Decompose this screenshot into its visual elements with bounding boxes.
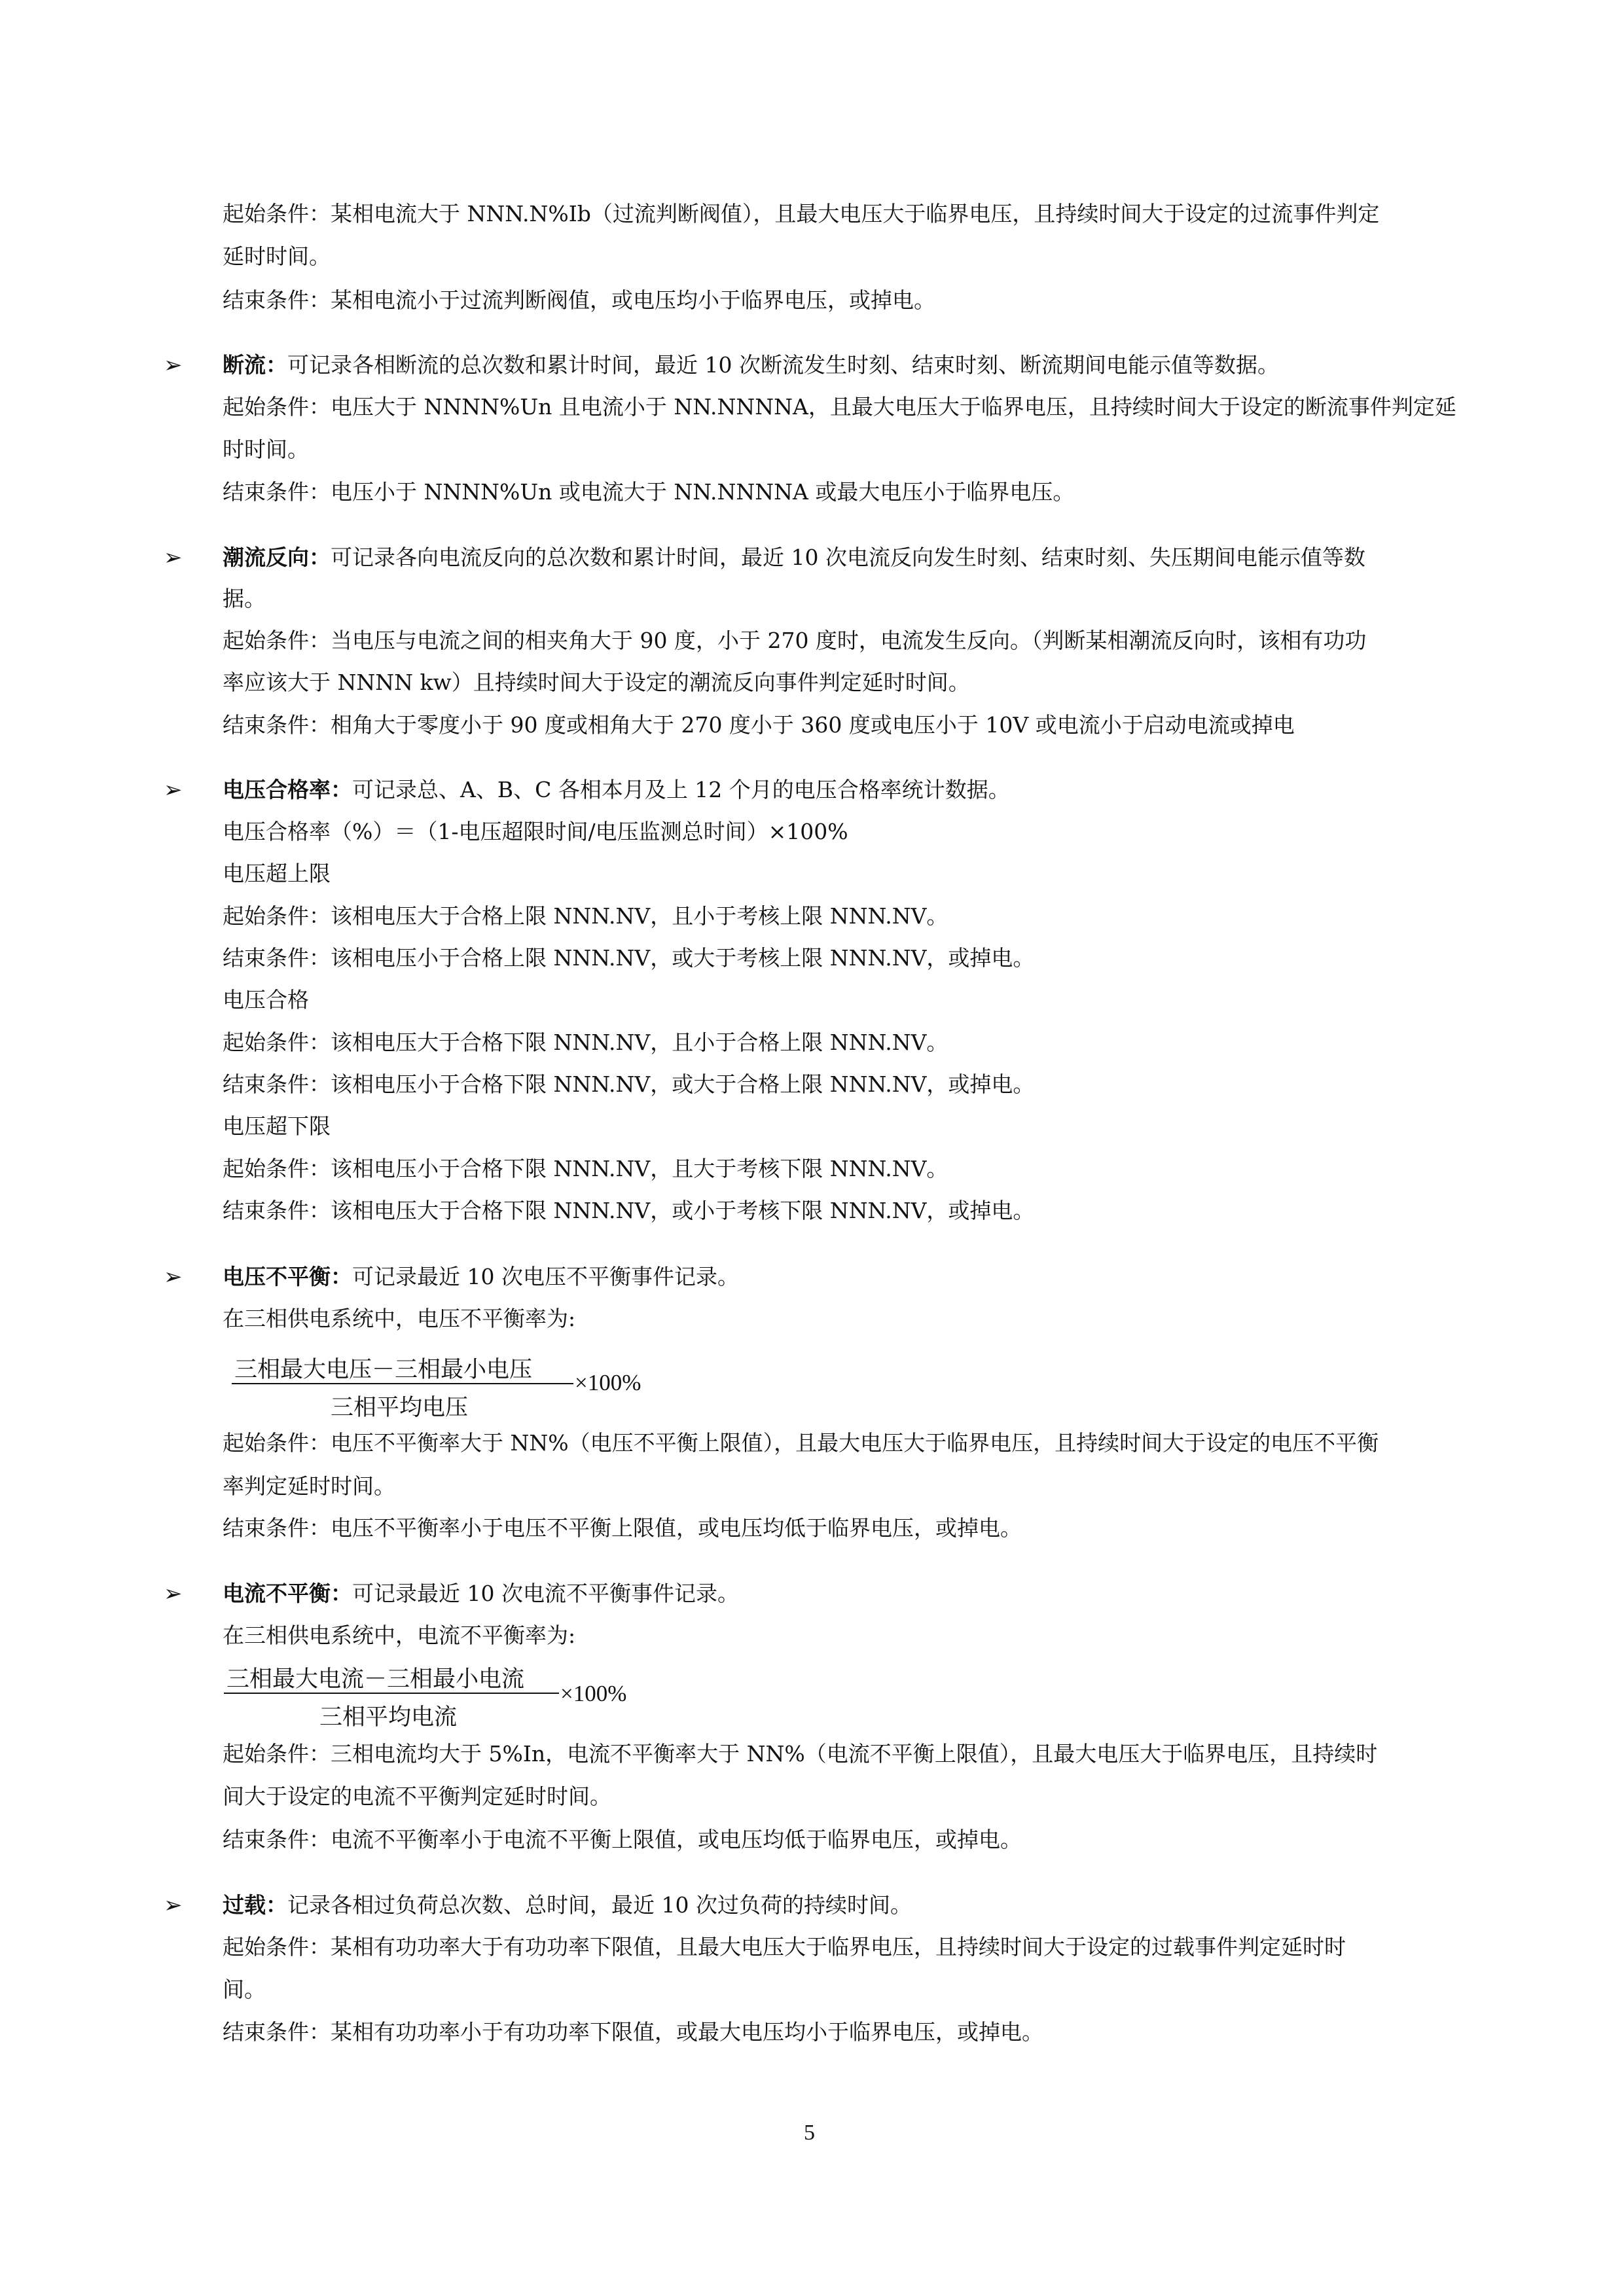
voltage-unbalance-numerator: 三相最大电压－三相最小电压	[234, 1357, 533, 1383]
over-upper-start: 起始条件：该相电压大于合格上限 NNN.NV，且小于考核上限 NNN.NV。	[223, 903, 948, 929]
pass-start: 起始条件：该相电压大于合格下限 NNN.NV，且小于合格上限 NNN.NV。	[223, 1030, 948, 1055]
bullet-icon: ➢	[164, 1892, 183, 1918]
voltage-unbalance-heading	[223, 1266, 739, 1287]
pass-label: 电压合格	[223, 987, 309, 1013]
current-unbalance-title: 电流不平衡：	[223, 1581, 352, 1606]
voltage-unbalance-title: 电压不平衡：	[223, 1264, 352, 1289]
overload-title: 过载：	[223, 1892, 287, 1918]
current-unbalance-denominator: 三相平均电流	[319, 1704, 458, 1731]
current-unbalance-end-line: 结束条件：电流不平衡率小于电流不平衡上限值，或电压均低于临界电压，或掉电。	[223, 1827, 1022, 1852]
current-unbalance-numerator: 三相最大电流－三相最小电流	[226, 1666, 525, 1693]
open-current-title: 断流：	[223, 352, 287, 378]
overload-start-line1: 起始条件：某相有功功率大于有功功率下限值，且最大电压大于临界电压，且持续时间大于设定的过载事件判定延时时	[223, 1934, 1346, 1960]
voltage-unbalance-denominator: 三相平均电压	[331, 1395, 469, 1421]
current-unbalance-start-line2: 间大于设定的电流不平衡判定延时时间。	[223, 1784, 611, 1809]
overload-end-line: 结束条件：某相有功功率小于有功功率下限值，或最大电压均小于临界电压，或掉电。	[223, 2019, 1043, 2045]
overcurrent-end-line: 结束条件：某相电流小于过流判断阀值，或电压均小于临界电压，或掉电。	[223, 287, 935, 313]
over-upper-label: 电压超上限	[223, 861, 331, 886]
voltage-pass-rate-formula: 电压合格率（%）＝（1-电压超限时间/电压监测总时间）×100%	[223, 819, 848, 844]
current-unbalance-multiplier: ×100%	[560, 1681, 627, 1706]
under-lower-label: 电压超下限	[223, 1113, 331, 1139]
bullet-icon: ➢	[164, 1264, 183, 1290]
voltage-unbalance-start-line1: 起始条件：电压不平衡率大于 NN%（电压不平衡上限值），且最大电压大于临界电压，且持续时间大于设定的电压不平衡	[223, 1430, 1379, 1456]
power-reverse-desc-line2: 据。	[223, 586, 266, 611]
voltage-unbalance-start-line2: 率判定延时时间。	[223, 1473, 395, 1499]
open-current-heading	[223, 354, 1279, 376]
voltage-unbalance-multiplier: ×100%	[575, 1370, 641, 1395]
fraction-bar	[232, 1383, 573, 1384]
overcurrent-start-line1: 起始条件：某相电流大于 NNN.N%Ib（过流判断阀值），且最大电压大于临界电压，且持续时间大于设定的过流事件判定	[223, 201, 1380, 226]
bullet-icon: ➢	[164, 777, 183, 803]
voltage-unbalance-intro: 在三相供电系统中，电压不平衡率为:	[223, 1306, 576, 1331]
overload-start-line2: 间。	[223, 1977, 266, 2002]
power-reverse-start-line1: 起始条件：当电压与电流之间的相夹角大于 90 度，小于 270 度时，电流发生反向。（判断某相潮流反向时，该相有功功	[223, 628, 1367, 653]
power-reverse-title: 潮流反向：	[223, 545, 331, 570]
voltage-pass-rate-title: 电压合格率：	[223, 777, 352, 802]
current-unbalance-desc: 可记录最近 10 次电流不平衡事件记录。	[352, 1581, 739, 1606]
bullet-icon: ➢	[164, 352, 183, 378]
power-reverse-end-line: 结束条件：相角大于零度小于 90 度或相角大于 270 度小于 360 度或电压小于 10V 或电流小于启动电流或掉电	[223, 712, 1295, 738]
under-lower-end: 结束条件：该相电压大于合格下限 NNN.NV，或小于考核下限 NNN.NV，或掉电。	[223, 1198, 1035, 1223]
power-reverse-desc-line1: 可记录各向电流反向的总次数和累计时间，最近 10 次电流反向发生时刻、结束时刻、失压期间电能示值等数	[331, 545, 1365, 570]
current-unbalance-heading	[223, 1583, 739, 1604]
voltage-pass-rate-desc: 可记录总、A、B、C 各相本月及上 12 个月的电压合格率统计数据。	[352, 777, 1010, 802]
power-reverse-start-line2: 率应该大于 NNNN kw）且持续时间大于设定的潮流反向事件判定延时时间。	[223, 670, 970, 695]
power-reverse-heading	[223, 547, 1365, 568]
pass-end: 结束条件：该相电压小于合格下限 NNN.NV，或大于合格上限 NNN.NV，或掉电。	[223, 1071, 1035, 1097]
bullet-icon: ➢	[164, 545, 183, 571]
open-current-start-line2: 时时间。	[223, 437, 309, 462]
current-unbalance-start-line1: 起始条件：三相电流均大于 5%In，电流不平衡率大于 NN%（电流不平衡上限值），且最大电压大于临界电压，且持续时	[223, 1741, 1378, 1767]
voltage-unbalance-end-line: 结束条件：电压不平衡率小于电压不平衡上限值，或电压均低于临界电压，或掉电。	[223, 1515, 1022, 1541]
bullet-icon: ➢	[164, 1581, 183, 1607]
voltage-pass-rate-heading	[223, 779, 1010, 800]
page-number: 5	[804, 2121, 815, 2145]
under-lower-start: 起始条件：该相电压小于合格下限 NNN.NV，且大于考核下限 NNN.NV。	[223, 1156, 948, 1181]
overcurrent-start-line2: 延时时间。	[223, 243, 331, 269]
open-current-end-line: 结束条件：电压小于 NNNN%Un 或电流大于 NN.NNNNA 或最大电压小于临界电压。	[223, 479, 1075, 505]
current-unbalance-intro: 在三相供电系统中，电流不平衡率为:	[223, 1623, 576, 1648]
fraction-bar	[224, 1693, 559, 1694]
voltage-unbalance-desc: 可记录最近 10 次电压不平衡事件记录。	[352, 1264, 739, 1289]
open-current-start-line1: 起始条件：电压大于 NNNN%Un 且电流小于 NN.NNNNA，且最大电压大于临界电压，且持续时间大于设定的断流事件判定延	[223, 394, 1456, 420]
open-current-desc: 可记录各相断流的总次数和累计时间，最近 10 次断流发生时刻、结束时刻、断流期间电能示值等数据。	[287, 352, 1279, 378]
over-upper-end: 结束条件：该相电压小于合格上限 NNN.NV，或大于考核上限 NNN.NV，或掉电。	[223, 945, 1035, 971]
overload-heading	[223, 1894, 912, 1916]
overload-desc: 记录各相过负荷总次数、总时间，最近 10 次过负荷的持续时间。	[287, 1892, 912, 1918]
